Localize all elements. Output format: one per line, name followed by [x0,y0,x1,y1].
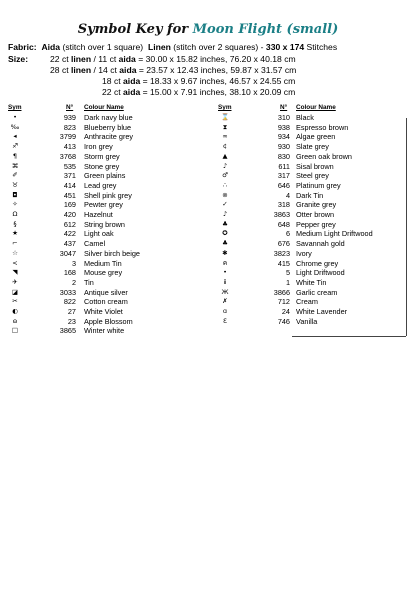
stitch-symbol: ค [222,258,228,267]
stitch-symbol: □ [11,326,19,335]
key-row [8,132,198,142]
key-row [218,142,408,152]
stitch-symbol: ♪ [222,161,228,170]
key-row [8,278,198,288]
colour-number: 930 [277,142,290,152]
colour-name: Cotton cream [84,297,128,307]
colour-number: 371 [63,171,76,181]
stitch-symbol: ⅱ [223,277,227,286]
colour-name: Antique silver [84,287,128,297]
colour-number: 310 [277,113,290,122]
page-title [0,22,416,37]
column-border [406,118,407,336]
colour-name: Granite grey [296,200,337,210]
colour-name: Green oak brown [296,151,352,161]
colour-name: Mouse grey [84,268,123,278]
size-mid: / 11 ct [91,54,119,64]
key-row [8,210,198,220]
stitch-symbol: • [223,268,227,277]
stitch-symbol: ⌘ [11,161,19,170]
colour-number: 822 [63,297,76,307]
colour-name: Pepper grey [296,219,336,229]
colour-number: 3863 [273,210,290,219]
colour-number: 830 [277,151,290,161]
colour-name: Cream [296,297,318,307]
stitch-symbol: ⌐ [12,239,18,248]
key-row [218,317,408,327]
key-row [218,239,408,249]
stitch-symbol: ☆ [12,248,18,257]
stitch-symbol: ♪ [222,210,228,218]
key-row [218,259,408,269]
colour-name: Blueberry blue [84,122,132,132]
stitch-symbol: ♂ [222,171,228,180]
colour-name: Sisal brown [296,161,334,171]
column-border [292,336,406,337]
key-row [218,278,408,288]
colour-name: White Lavender [296,307,348,316]
size-line [50,54,296,64]
key-row [8,142,198,152]
stitch-symbol: ♉ [12,180,18,189]
stitch-symbol: ✈ [12,277,18,286]
colour-name: Chrome grey [296,258,339,268]
stitch-symbol: ⧗ [222,122,228,131]
key-row [218,162,408,172]
key-row [8,229,198,239]
header-sym: Sym [218,104,232,111]
stitch-symbol: Ж [221,287,229,296]
fabric-line [8,42,337,52]
stitch-symbol: ◐ [12,307,18,315]
key-row [8,317,198,327]
stitch-symbol: ◘ [12,190,18,199]
stitch-symbol: ✪ [222,229,228,238]
key-row [8,162,198,172]
stitch-symbol: ⊚ [222,190,228,199]
key-row [218,210,408,220]
colour-name: Espresso brown [296,122,349,132]
size-label: Size: [8,54,29,64]
colour-name: Light Driftwood [296,268,345,278]
size-dims: = 18.33 x 9.67 inches, 46.57 x 24.55 cm [140,76,296,86]
key-row [218,200,408,210]
key-row [8,249,198,259]
colour-number: 5 [285,268,290,278]
colour-number: 934 [277,132,290,142]
colour-number: 4 [285,190,290,200]
stitch-symbol: ⌛ [220,113,230,121]
key-row [218,113,408,123]
colour-number: 746 [277,316,290,326]
size-prefix: 28 ct [50,65,72,75]
title-prefix: Symbol Key for [77,22,189,37]
size-dims: = 30.00 x 15.82 inches, 76.20 x 40.18 cm [135,54,296,64]
stitch-symbol: § [13,219,17,228]
colour-name: Pewter grey [84,200,123,210]
colour-name: Savannah gold [296,239,345,249]
stitch-symbol: < [12,258,18,267]
colour-number: 437 [63,239,76,249]
colour-name: Lead grey [84,180,117,190]
key-row [218,132,408,142]
stitch-symbol: ¶ [12,151,18,160]
colour-number: 413 [63,142,76,152]
key-row [218,171,408,181]
stitch-label: Stitches [306,42,338,52]
key-row [218,307,408,317]
size-aida: aida [123,76,141,86]
size-prefix: 22 ct [102,87,124,97]
colour-number: 451 [63,190,76,200]
stitch-symbol: ♣ [222,239,228,248]
stitch-symbol: ‰ [10,122,20,131]
colour-name: Anthracite grey [84,132,134,142]
colour-number: 646 [277,180,290,190]
header-number: N° [66,104,74,111]
key-row [8,307,198,317]
colour-number: 612 [63,219,76,229]
size-line [102,87,295,97]
stitch-count: 330 x 174 [265,42,305,52]
key-row [218,181,408,191]
colour-number: 3768 [59,151,76,161]
fabric-linen-note: (stitch over 2 squares) - [173,42,264,52]
header-number: N° [280,104,288,111]
key-row [218,249,408,259]
stitch-symbol: Ɛ [223,316,227,325]
colour-number: 24 [281,307,290,316]
colour-name: Iron grey [84,142,113,152]
key-row [8,200,198,210]
key-row [218,297,408,307]
size-aida: aida [123,87,141,97]
stitch-symbol: ✗ [222,297,228,306]
key-row [8,288,198,298]
colour-name: Medium Light Driftwood [296,229,373,239]
stitch-symbol: ◂ [13,132,17,141]
colour-number: 535 [63,161,76,171]
colour-number: 6 [285,229,290,239]
header-sym: Sym [8,104,22,111]
key-row [8,123,198,133]
colour-name: White Tin [296,277,327,287]
colour-name: Algae green [296,132,336,142]
key-row [218,288,408,298]
stitch-symbol: ◪ [11,287,19,296]
stitch-symbol: ɑ [222,307,228,315]
colour-number: 414 [63,180,76,190]
colour-number: 420 [63,210,76,219]
fabric-label: Fabric: [8,42,37,52]
key-row [8,113,198,123]
key-row [218,229,408,239]
stitch-symbol: ɷ [12,316,18,325]
colour-number: 415 [277,258,290,268]
stitch-symbol: ∴ [222,180,228,189]
header-colour-name: Colour Name [84,104,124,111]
stitch-symbol: ✐ [12,171,18,180]
colour-name: Hazelnut [84,210,113,219]
colour-number: 3 [71,258,76,268]
colour-number: 611 [278,161,290,171]
colour-number: 23 [67,316,76,326]
colour-number: 2 [71,277,76,287]
colour-name: Green plains [84,171,126,181]
key-row [8,191,198,201]
stitch-symbol: ✱ [222,248,228,257]
key-row [218,123,408,133]
key-row [218,220,408,230]
colour-number: 823 [63,122,76,132]
key-row [8,239,198,249]
colour-number: 168 [63,268,76,278]
stitch-symbol: ∞ [222,132,228,141]
colour-name: Winter white [84,326,125,336]
fabric-aida: Aida [41,42,61,52]
size-mid: / 14 ct [91,65,120,75]
colour-number: 676 [277,239,290,249]
size-prefix: 18 ct [102,76,124,86]
stitch-symbol: ¢ [222,142,228,151]
colour-name: Ivory [296,248,312,258]
colour-name: Stone grey [84,161,120,171]
pattern-name: Moon Flight (small) [192,22,339,37]
colour-number: 169 [63,200,76,210]
colour-name: Storm grey [84,151,120,161]
stitch-symbol: • [13,113,17,121]
stitch-symbol: ▲ [222,151,228,160]
key-row [8,297,198,307]
size-line [50,65,296,75]
colour-number: 3866 [273,287,290,297]
stitch-symbol: ✂ [12,297,18,306]
colour-name: Silver birch beige [84,248,140,258]
colour-number: 318 [277,200,290,210]
colour-number: 27 [67,307,76,316]
key-row [8,220,198,230]
header-colour-name: Colour Name [296,104,336,111]
stitch-symbol: ★ [12,229,18,238]
colour-name: Apple Blossom [84,316,133,326]
stitch-symbol: ♐ [12,142,18,151]
colour-name: Steel grey [296,171,329,181]
colour-number: 3865 [59,326,76,336]
colour-number: 3823 [273,248,290,258]
colour-number: 1 [285,277,290,287]
colour-name: Platinum grey [296,180,341,190]
size-linen: linen [71,54,92,64]
colour-number: 3799 [59,132,76,142]
key-row [8,152,198,162]
key-row [8,181,198,191]
key-row [218,191,408,201]
colour-name: Vanilla [296,316,318,326]
colour-name: Shell pink grey [84,190,132,200]
size-prefix: 22 ct [50,54,72,64]
colour-number: 317 [277,171,290,181]
colour-number: 3033 [59,287,76,297]
size-dims: = 15.00 x 7.91 inches, 38.10 x 20.09 cm [140,87,296,97]
size-aida: aida [119,65,137,75]
colour-name: Dark navy blue [84,113,133,122]
colour-number: 938 [277,122,290,132]
stitch-symbol: ✧ [12,200,18,209]
key-row [218,268,408,278]
colour-name: Light oak [84,229,114,239]
colour-number: 422 [63,229,76,239]
colour-name: Black [296,113,314,122]
colour-name: Slate grey [296,142,329,152]
colour-name: Otter brown [296,210,335,219]
stitch-symbol: ◥ [12,268,18,277]
size-aida: aida [118,54,136,64]
colour-name: Dark Tin [296,190,324,200]
colour-name: Camel [84,239,106,249]
key-row [8,268,198,278]
colour-name: Garlic cream [296,287,338,297]
size-line [102,76,295,86]
stitch-symbol: ♣ [222,219,228,228]
colour-name: Tin [84,277,94,287]
size-linen: linen [71,65,92,75]
colour-number: 648 [277,219,290,229]
key-row [8,171,198,181]
fabric-aida-note: (stitch over 1 square) [62,42,144,52]
size-dims: = 23.57 x 12.43 inches, 59.87 x 31.57 cm [136,65,297,75]
colour-number: 712 [277,297,290,307]
colour-number: 3047 [59,248,76,258]
key-row [218,152,408,162]
colour-name: String brown [84,219,125,229]
stitch-symbol: Ω [12,210,18,218]
key-row [8,326,198,336]
colour-name: Medium Tin [84,258,122,268]
fabric-linen: Linen [147,42,171,52]
key-row [8,259,198,269]
colour-name: White Violet [84,307,123,316]
stitch-symbol: ✓ [222,200,228,209]
colour-number: 939 [63,113,76,122]
